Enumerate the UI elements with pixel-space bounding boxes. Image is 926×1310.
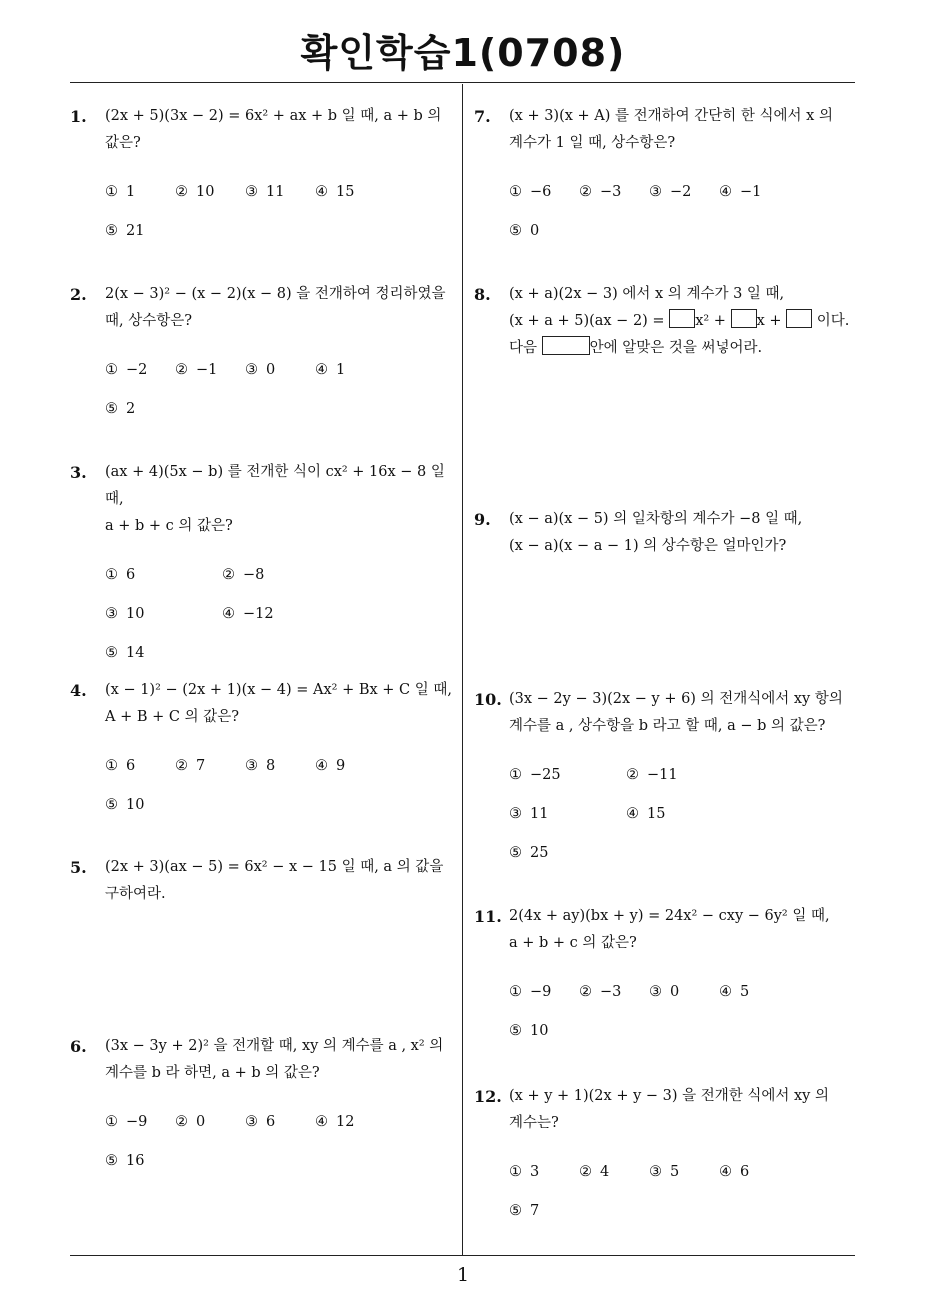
choice-2[interactable]: ② −3 — [579, 184, 622, 200]
question-text-line: 2(x − 3)² − (x − 2)(x − 8) 을 전개하여 정리하였을 — [105, 286, 446, 302]
choice-3[interactable]: ③ 5 — [649, 1164, 680, 1180]
choice-5[interactable]: ⑤ 7 — [509, 1203, 540, 1219]
question-text — [105, 103, 454, 157]
choice-list — [105, 753, 454, 831]
choice-3[interactable]: ③ 11 — [245, 184, 285, 200]
choice-3[interactable]: ③ 11 — [509, 806, 549, 822]
choice-3[interactable]: ③ 10 — [105, 606, 145, 622]
question-1 — [70, 103, 454, 257]
choice-2[interactable]: ② 0 — [175, 1114, 206, 1130]
question-6 — [70, 1033, 454, 1187]
blank-box — [542, 336, 590, 355]
choice-4[interactable]: ④ 15 — [626, 806, 666, 822]
choice-1[interactable]: ① −6 — [509, 184, 552, 200]
question-text-line: 구하여라. — [105, 886, 166, 902]
choice-2[interactable]: ② −11 — [626, 767, 678, 783]
question-4 — [70, 677, 454, 831]
choice-5[interactable]: ⑤ 16 — [105, 1153, 145, 1169]
question-text-line: 계수는? — [509, 1115, 559, 1131]
question-text — [509, 281, 854, 362]
choice-list — [509, 979, 854, 1057]
question-10 — [474, 686, 854, 879]
question-text — [509, 103, 854, 157]
column-divider — [462, 84, 463, 1255]
choice-1[interactable]: ① −9 — [509, 984, 552, 1000]
question-text-line: (x + y + 1)(2x + y − 3) 을 전개한 식에서 xy 의 — [509, 1088, 829, 1104]
question-text — [105, 854, 454, 908]
answer-box[interactable] — [731, 309, 757, 328]
choice-5[interactable]: ⑤ 10 — [509, 1023, 549, 1039]
header-rule — [70, 82, 855, 83]
choice-2[interactable]: ② 10 — [175, 184, 215, 200]
question-text-line: 값은? — [105, 135, 141, 151]
choice-2[interactable]: ② 7 — [175, 758, 206, 774]
question-number: 5. — [70, 858, 87, 877]
footer-rule — [70, 1255, 855, 1256]
choice-5[interactable]: ⑤ 2 — [105, 401, 136, 417]
question-8 — [474, 281, 854, 362]
question-text — [509, 686, 854, 740]
question-11 — [474, 903, 854, 1057]
question-number: 3. — [70, 463, 87, 482]
question-12 — [474, 1083, 854, 1237]
question-text-line: 계수를 b 라 하면, a + b 의 값은? — [105, 1065, 320, 1081]
question-text-line: (2x + 5)(3x − 2) = 6x² + ax + b 일 때, a + b 의 — [105, 108, 442, 124]
page-number: 1 — [456, 1264, 470, 1286]
question-text — [509, 903, 854, 957]
choice-4[interactable]: ④ −12 — [222, 606, 274, 622]
question-number: 9. — [474, 510, 491, 529]
question-text — [509, 1083, 854, 1137]
question-text-line: (3x − 2y − 3)(2x − y + 6) 의 전개식에서 xy 항의 — [509, 691, 843, 707]
choice-1[interactable]: ① −9 — [105, 1114, 148, 1130]
question-text-line: 다음 안에 알맞은 것을 써넣어라. — [509, 335, 854, 362]
question-text-line: 때, 상수항은? — [105, 313, 193, 329]
question-number: 2. — [70, 285, 87, 304]
choice-5[interactable]: ⑤ 10 — [105, 797, 145, 813]
question-number: 12. — [474, 1087, 502, 1106]
question-number: 7. — [474, 107, 491, 126]
choice-3[interactable]: ③ −2 — [649, 184, 692, 200]
question-text — [105, 1033, 454, 1087]
choice-2[interactable]: ② −1 — [175, 362, 218, 378]
choice-4[interactable]: ④ 9 — [315, 758, 346, 774]
choice-4[interactable]: ④ 12 — [315, 1114, 355, 1130]
question-number: 4. — [70, 681, 87, 700]
choice-2[interactable]: ② 4 — [579, 1164, 610, 1180]
choice-1[interactable]: ① 1 — [105, 184, 136, 200]
question-9 — [474, 506, 854, 560]
question-text-line: (x − a)(x − 5) 의 일차항의 계수가 −8 일 때, — [509, 511, 803, 527]
choice-list — [509, 762, 854, 879]
question-3 — [70, 459, 454, 679]
question-text-line: (x + a)(2x − 3) 에서 x 의 계수가 3 일 때, — [509, 286, 785, 302]
question-text-line: A + B + C 의 값은? — [105, 709, 239, 725]
question-text-line: 계수를 a , 상수항을 b 라고 할 때, a − b 의 값은? — [509, 718, 826, 734]
choice-3[interactable]: ③ 0 — [649, 984, 680, 1000]
answer-box[interactable] — [786, 309, 812, 328]
choice-4[interactable]: ④ 15 — [315, 184, 355, 200]
question-number: 11. — [474, 907, 502, 926]
choice-1[interactable]: ① 6 — [105, 758, 136, 774]
question-text-line: (x − 1)² − (2x + 1)(x − 4) = Ax² + Bx + C 일 때, — [105, 682, 452, 698]
question-number: 10. — [474, 690, 502, 709]
choice-4[interactable]: ④ 1 — [315, 362, 346, 378]
question-text — [105, 677, 454, 731]
choice-1[interactable]: ① 3 — [509, 1164, 540, 1180]
choice-list — [509, 179, 854, 257]
choice-1[interactable]: ① 6 — [105, 567, 136, 583]
choice-4[interactable]: ④ 5 — [719, 984, 750, 1000]
choice-3[interactable]: ③ 6 — [245, 1114, 276, 1130]
question-text-line: (x + a + 5)(ax − 2) = x² + x + 이다. — [509, 308, 854, 335]
question-text-line: 2(4x + ay)(bx + y) = 24x² − cxy − 6y² 일 때, — [509, 908, 830, 924]
question-number: 6. — [70, 1037, 87, 1056]
choice-5[interactable]: ⑤ 25 — [509, 845, 549, 861]
question-number: 8. — [474, 285, 491, 304]
choice-3[interactable]: ③ 0 — [245, 362, 276, 378]
choice-4[interactable]: ④ 6 — [719, 1164, 750, 1180]
choice-5[interactable]: ⑤ 0 — [509, 223, 540, 239]
question-number: 1. — [70, 107, 87, 126]
question-text — [509, 506, 854, 560]
question-text-line: (x + 3)(x + A) 를 전개하여 간단히 한 식에서 x 의 — [509, 108, 833, 124]
choice-2[interactable]: ② −3 — [579, 984, 622, 1000]
question-text-line: a + b + c 의 값은? — [105, 518, 233, 534]
choice-2[interactable]: ② −8 — [222, 567, 265, 583]
question-text — [105, 459, 454, 540]
choice-list — [105, 1109, 454, 1187]
question-2 — [70, 281, 454, 435]
answer-box[interactable] — [669, 309, 695, 328]
choice-1[interactable]: ① −2 — [105, 362, 148, 378]
question-7 — [474, 103, 854, 257]
question-text-line: (3x − 3y + 2)² 을 전개할 때, xy 의 계수를 a , x² 의 — [105, 1038, 444, 1054]
question-5 — [70, 854, 454, 908]
question-text-line: 계수가 1 일 때, 상수항은? — [509, 135, 676, 151]
choice-list — [105, 179, 454, 257]
question-text-line: (x − a)(x − a − 1) 의 상수항은 얼마인가? — [509, 538, 787, 554]
choice-5[interactable]: ⑤ 14 — [105, 645, 145, 661]
question-text-line: (ax + 4)(5x − b) 를 전개한 식이 cx² + 16x − 8 일 때, — [105, 464, 445, 507]
question-text-line: a + b + c 의 값은? — [509, 935, 637, 951]
choice-list — [105, 357, 454, 435]
choice-5[interactable]: ⑤ 21 — [105, 223, 145, 239]
choice-list — [509, 1159, 854, 1237]
choice-1[interactable]: ① −25 — [509, 767, 561, 783]
question-text — [105, 281, 454, 335]
question-text-line: (2x + 3)(ax − 5) = 6x² − x − 15 일 때, a 의 값을 — [105, 859, 444, 875]
page-title: 확인학습1(0708) — [300, 31, 626, 75]
choice-4[interactable]: ④ −1 — [719, 184, 762, 200]
choice-3[interactable]: ③ 8 — [245, 758, 276, 774]
choice-list — [105, 562, 454, 679]
